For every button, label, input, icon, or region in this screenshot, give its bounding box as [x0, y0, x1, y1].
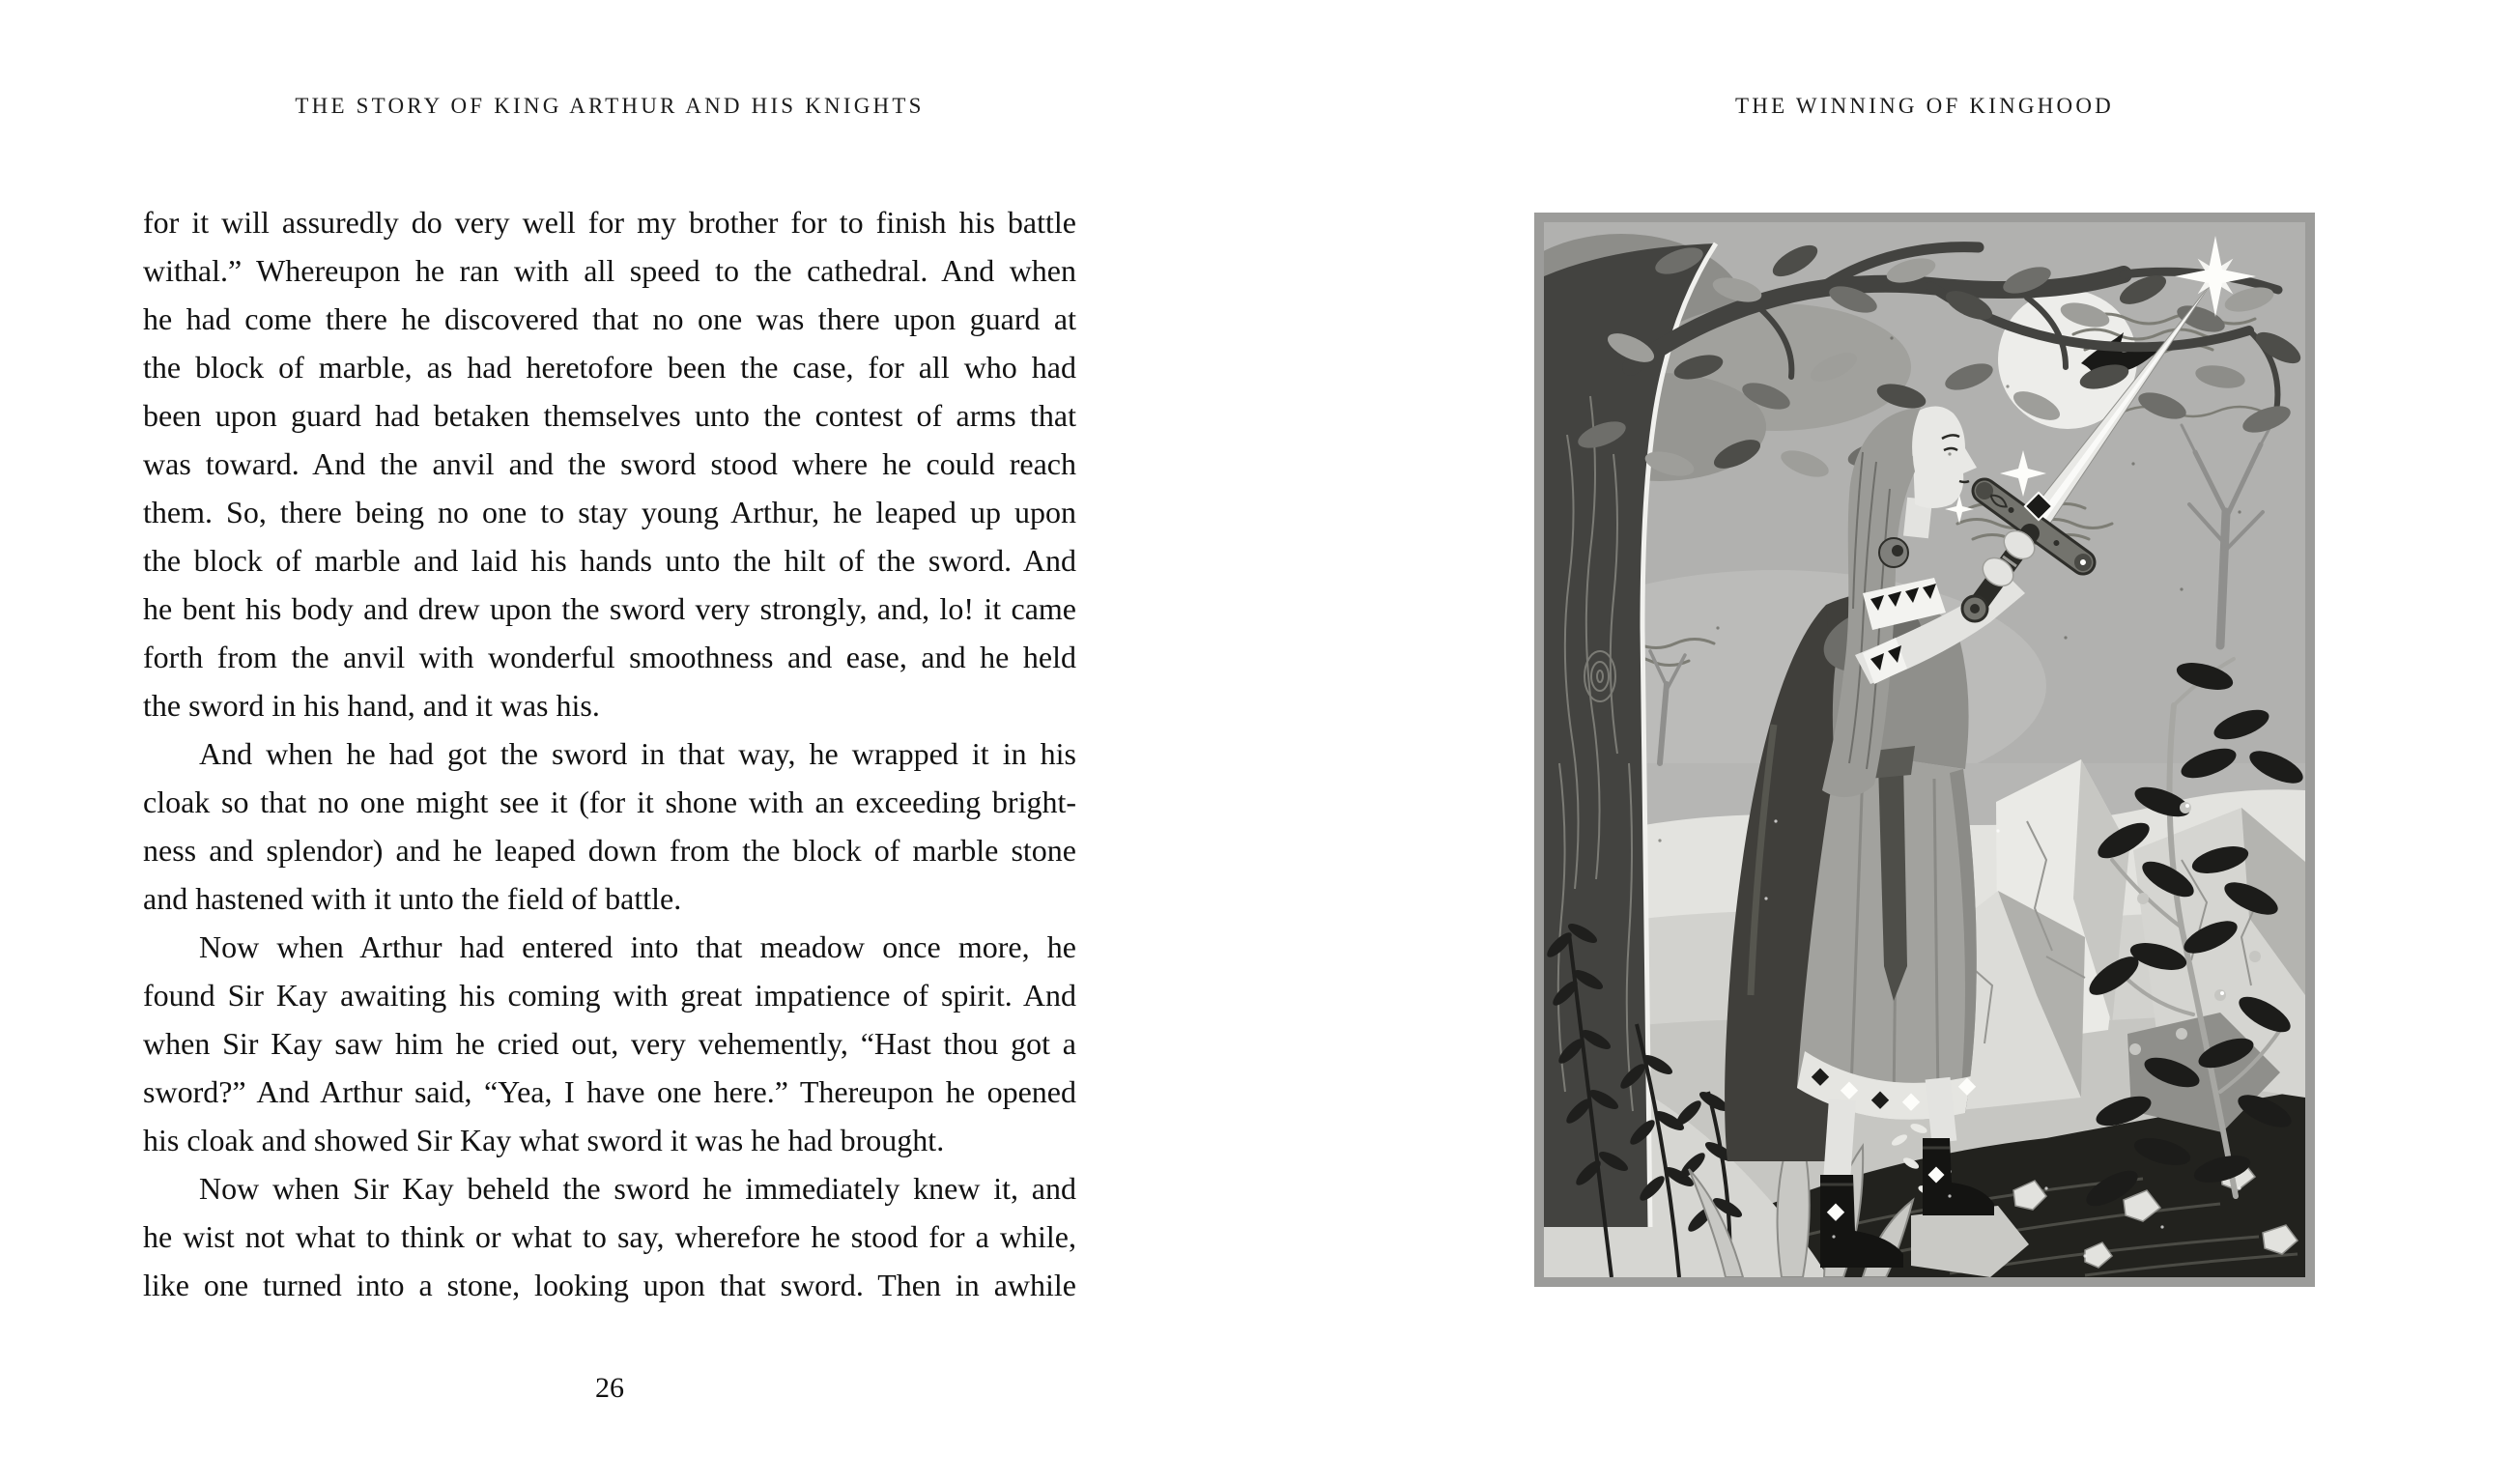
text-line: he had come there he discovered that no one was there upon guard at [143, 301, 1076, 336]
text-line: And when he had got the sword in that way, he wrapped it in his [199, 736, 1076, 771]
text-line: was toward. And the anvil and the sword stood where he could reach [143, 446, 1076, 481]
page-number: 26 [595, 1372, 624, 1404]
text-line: Now when Sir Kay beheld the sword he immediately knew it, and [199, 1171, 1076, 1206]
illustration [1544, 222, 2305, 1277]
body-text [143, 198, 1076, 1309]
text-line: been upon guard had betaken themselves unto the contest of arms that [143, 398, 1076, 433]
text-line: found Sir Kay awaiting his coming with great impatience of spirit. And [143, 978, 1076, 1013]
text-line: withal.” Whereupon he ran with all speed to the cathedral. And when [143, 253, 1076, 288]
text-line: for it will assuredly do very well for my brother for to finish his battle [143, 205, 1076, 240]
text-line: forth from the anvil with wonderful smoothness and ease, and he held [143, 640, 1076, 674]
text-line: the sword in his hand, and it was his. [143, 688, 600, 723]
text-line: the block of marble and laid his hands unto the hilt of the sword. And [143, 543, 1076, 578]
left-running-head: THE STORY OF KING ARTHUR AND HIS KNIGHTS [295, 94, 925, 118]
text-line: and hastened with it unto the field of battle. [143, 881, 682, 916]
text-line: ness and splendor) and he leaped down from the block of marble stone [143, 833, 1076, 868]
text-line: them. So, there being no one to stay young Arthur, he leaped up upon [143, 495, 1076, 529]
right-running-head: THE WINNING OF KINGHOOD [1735, 94, 2114, 118]
left-leg [1823, 1099, 1856, 1182]
text-line: when Sir Kay saw him he cried out, very vehemently, “Hast thou got a [143, 1026, 1076, 1061]
text-line: Now when Arthur had entered into that meadow once more, he [199, 929, 1076, 964]
text-line: his cloak and showed Sir Kay what sword it was he had brought. [143, 1123, 945, 1157]
text-line: he wist not what to think or what to say, wherefore he stood for a while, [143, 1219, 1076, 1254]
text-line: cloak so that no one might see it (for it shone with an exceeding bright- [143, 785, 1076, 819]
text-line: sword?” And Arthur said, “Yea, I have one here.” Thereupon he opened [143, 1074, 1076, 1109]
illustration-frame [1534, 213, 2315, 1287]
text-line: the block of marble, as had heretofore been the case, for all who had [143, 350, 1076, 385]
text-line: he bent his body and drew upon the sword very strongly, and, lo! it came [143, 591, 1076, 626]
text-line: like one turned into a stone, looking upon that sword. Then in awhile [143, 1268, 1076, 1302]
